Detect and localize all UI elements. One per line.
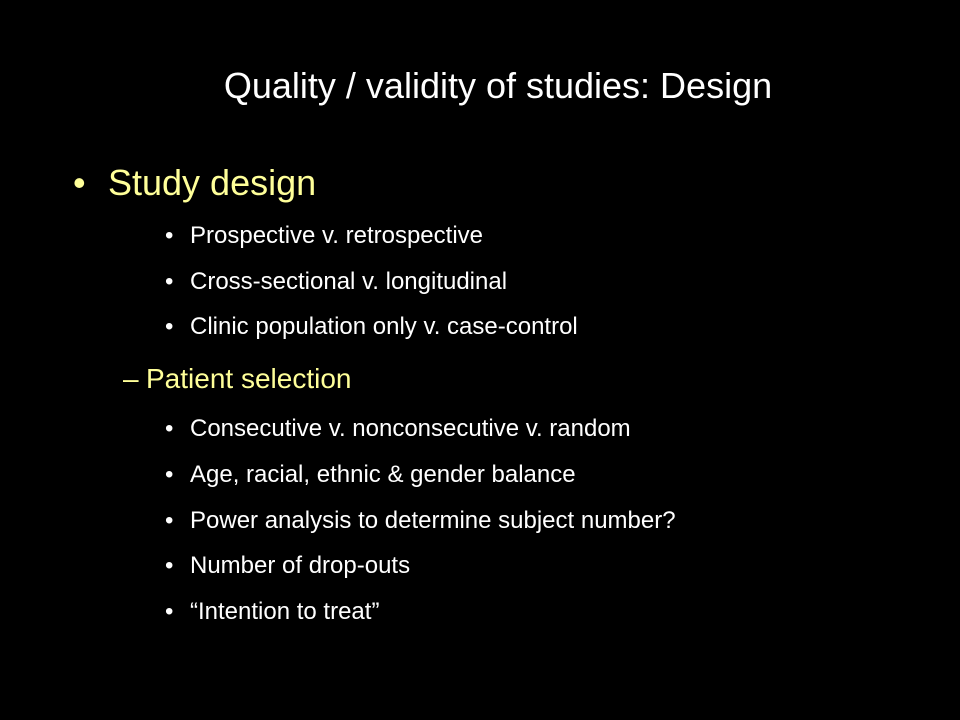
- bullet-icon: •: [165, 552, 174, 579]
- bullet-icon: •: [165, 461, 174, 488]
- dash-icon: –: [123, 363, 139, 394]
- list-item-text: Cross-sectional v. longitudinal: [190, 268, 508, 295]
- bullet-icon: •: [73, 162, 86, 203]
- list-item-text: Power analysis to determine subject number?: [190, 507, 676, 534]
- subsection-heading-label: Patient selection: [146, 363, 352, 394]
- list-item-text: Prospective v. retrospective: [190, 222, 484, 249]
- bullet-icon: •: [165, 222, 174, 249]
- list-item-text: Number of drop-outs: [190, 552, 411, 579]
- section-heading-label: Study design: [108, 162, 317, 203]
- bullet-icon: •: [165, 507, 174, 534]
- list-item-text: “Intention to treat”: [190, 598, 380, 625]
- list-item-text: Age, racial, ethnic & gender balance: [190, 461, 576, 488]
- bullet-icon: •: [165, 268, 174, 295]
- slide-title: Quality / validity of studies: Design: [223, 65, 773, 106]
- bullet-icon: •: [165, 313, 174, 340]
- list-item-text: Consecutive v. nonconsecutive v. random: [190, 415, 631, 442]
- bullet-icon: •: [165, 598, 174, 625]
- bullet-icon: •: [165, 415, 174, 442]
- list-item-text: Clinic population only v. case-control: [190, 313, 578, 340]
